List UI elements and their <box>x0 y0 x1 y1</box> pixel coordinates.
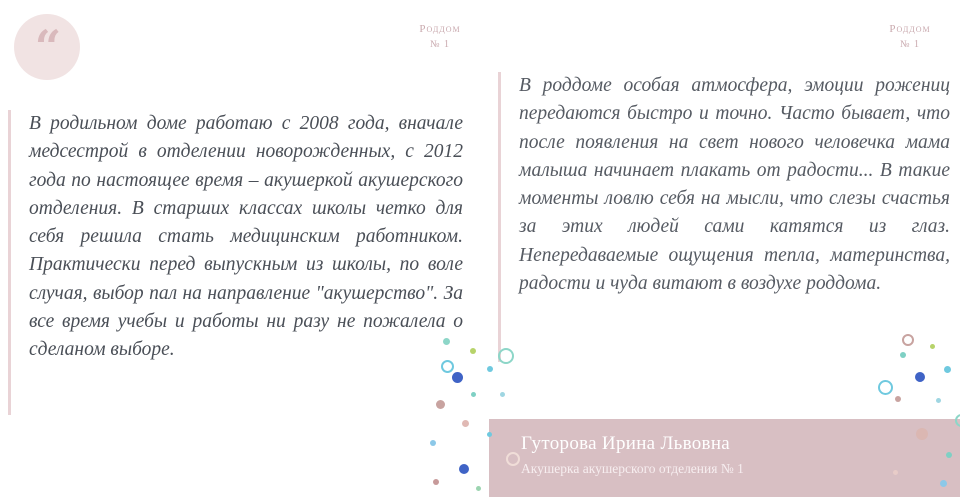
confetti-dot <box>487 366 493 372</box>
confetti-ring <box>902 334 914 346</box>
confetti-dot <box>459 464 469 474</box>
confetti-dot <box>471 392 476 397</box>
confetti-ring <box>878 380 893 395</box>
confetti-dot <box>430 440 436 446</box>
person-role: Акушерка акушерского отделения № 1 <box>521 460 744 476</box>
quote-text-left: В родильном доме работаю с 2008 года, вначале медсестрой в отделении новорожденных, с 2012 года по настоящее время – акушеркой акушерского отделения. В старших классах школы четко для себя решила стать медицинским работником. Практически перед выпускным из школы, по воле случая, выбор пал на направление "акушерство". За все время учебы и работы ни разу не пожалела о сделаном выборе. <box>29 113 463 361</box>
confetti-dot <box>433 479 439 485</box>
confetti-dot <box>895 396 901 402</box>
confetti-dot <box>900 352 906 358</box>
confetti-dot <box>436 400 445 409</box>
corner-label-right-line1: Роддом <box>889 23 931 35</box>
confetti-dot <box>500 392 505 397</box>
quote-mark-icon: “ <box>14 14 80 80</box>
attribution-bar <box>489 419 960 497</box>
person-name: Гуторова Ирина Львовна <box>521 433 731 454</box>
confetti-dot <box>443 338 450 345</box>
confetti-ring <box>506 452 520 466</box>
quote-column-right <box>498 72 950 362</box>
corner-label-right-line2: № 1 <box>899 38 921 50</box>
confetti-dot <box>936 398 941 403</box>
confetti-dot <box>487 432 492 437</box>
confetti-dot <box>944 366 951 373</box>
quote-column-left <box>8 110 463 415</box>
confetti-ring <box>498 348 514 364</box>
corner-label-left-line2: № 1 <box>429 38 451 50</box>
confetti-dot <box>462 420 469 427</box>
corner-label-right <box>875 22 945 52</box>
confetti-dot <box>940 480 947 487</box>
confetti-dot <box>915 372 925 382</box>
quote-text-right: В роддоме особая атмосфера, эмоции рожениц передаются быстро и точно. Часто бывает, что после появления на свет нового человечка мама малыша начинает плакать от радости... В такие моменты ловлю себя на мысли, что слезы счастья за этих людей сами катятся из глаз. Непередаваемые ощущения тепла, материнства, радости и чуда витают в воздухе роддома. <box>519 75 950 294</box>
confetti-dot <box>470 348 476 354</box>
confetti-dot <box>946 452 952 458</box>
confetti-ring <box>441 360 454 373</box>
corner-label-left-line1: Роддом <box>419 23 461 35</box>
confetti-dot <box>476 486 481 491</box>
corner-label-left <box>395 22 485 52</box>
confetti-dot <box>930 344 935 349</box>
confetti-dot <box>452 372 463 383</box>
confetti-dot <box>893 470 898 475</box>
confetti-dot <box>916 428 928 440</box>
